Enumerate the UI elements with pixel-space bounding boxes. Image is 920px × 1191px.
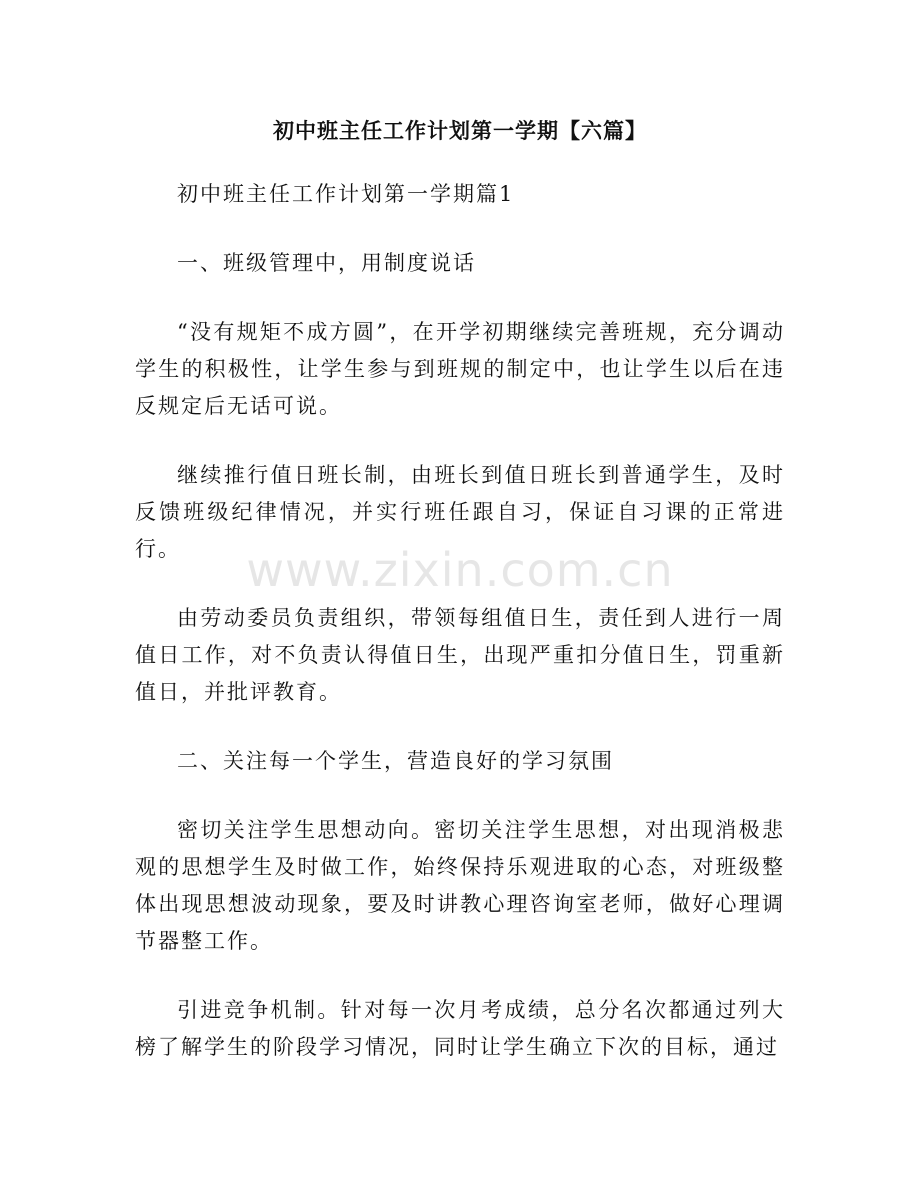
- document-body: [135, 176, 785, 1098]
- paragraph: “没有规矩不成方圆”，在开学初期继续完善班规，充分调动学生的积极性，让学生参与到班规的制定中，也让学生以后在违反规定后无话可说。: [135, 320, 785, 418]
- watermark: www.zixin.com.cn: [246, 543, 674, 597]
- subsection-heading: 二、关注每一个学生，营造良好的学习氛围: [177, 749, 614, 773]
- paragraph: 继续推行值日班长制，由班长到值日班长到普通学生，及时反馈班级纪律情况，并实行班任跟自习，保证自习课的正常进行。: [135, 463, 785, 561]
- paragraph: 密切关注学生思想动向。密切关注学生思想，对出现消极悲观的思想学生及时做工作，始终保持乐观进取的心态，对班级整体出现思想波动现象，要及时讲教心理咨询室老师，做好心理调节器整工作。: [135, 818, 785, 953]
- paragraph: 引进竞争机制。针对每一次月考成绩，总分名次都通过列大榜了解学生的阶段学习情况，同时让学生确立下次的目标，通过: [135, 998, 785, 1059]
- paragraph: 由劳动委员负责组织，带领每组值日生，责任到人进行一周值日工作，对不负责认得值日生，出现严重扣分值日生，罚重新值日，并批评教育。: [135, 606, 785, 704]
- document-title: 初中班主任工作计划第一学期【六篇】: [273, 119, 647, 143]
- subsection-heading: 一、班级管理中，用制度说话: [177, 251, 476, 275]
- section-heading: 初中班主任工作计划第一学期篇1: [177, 182, 515, 206]
